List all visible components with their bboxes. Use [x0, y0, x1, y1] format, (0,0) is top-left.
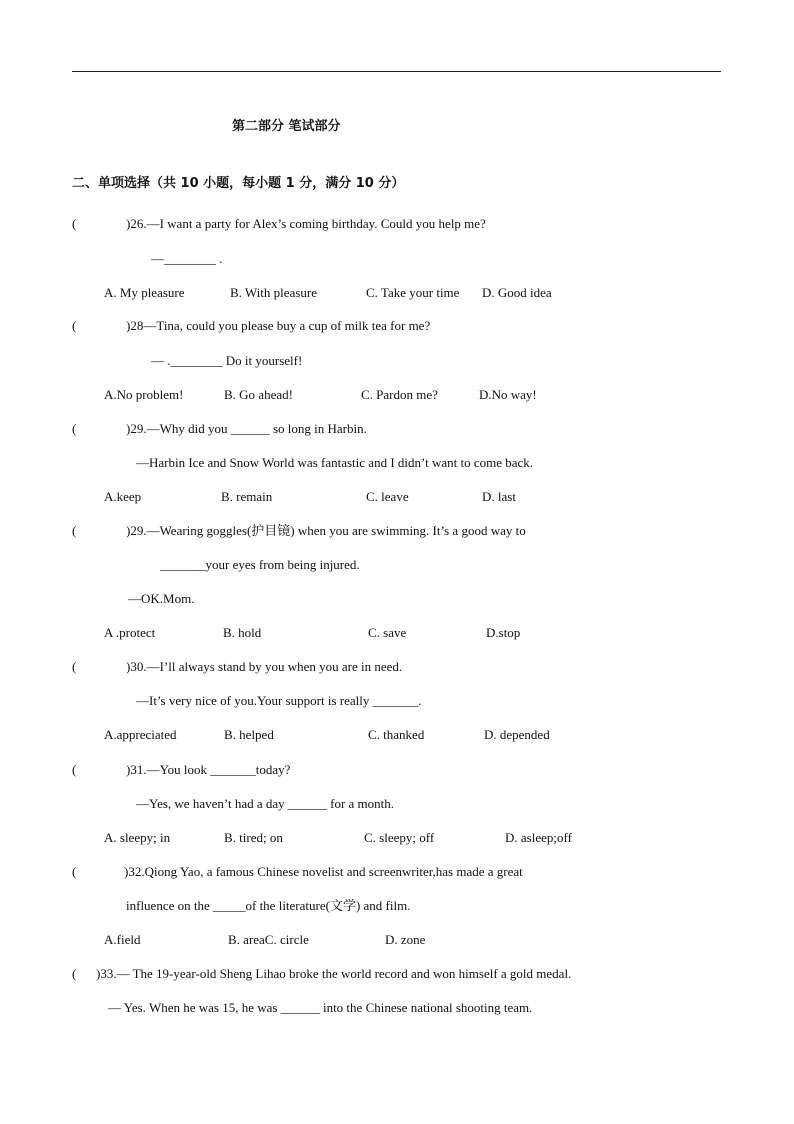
header-rule [72, 71, 721, 72]
option-c: C. leave [366, 489, 409, 504]
question-response: —Harbin Ice and Snow World was fantastic and I didn’t want to come back. [136, 455, 534, 470]
answer-paren: ( [72, 966, 77, 981]
option-d: D. asleep;off [505, 830, 572, 845]
option-b: B. hold [223, 625, 262, 640]
answer-paren: ( [72, 864, 77, 879]
question-response: —It’s very nice of you.Your support is really _______. [136, 693, 422, 708]
question-response: —________ . [151, 251, 223, 266]
question-response: —OK.Mom. [128, 591, 195, 606]
answer-paren: ( [72, 659, 77, 674]
option-a: A .protect [104, 625, 156, 640]
option-d: D. zone [385, 932, 426, 947]
option-d: D. depended [484, 727, 550, 742]
option-a: A.appreciated [104, 727, 177, 742]
question-stem: )30.—I’ll always stand by you when you are in need. [126, 659, 403, 674]
question-stem: )29.—Why did you ______ so long in Harbin. [126, 421, 367, 436]
answer-paren: ( [72, 523, 77, 538]
part-title: 第二部分 笔试部分 [232, 119, 341, 134]
question-stem: )31.—You look _______today? [126, 762, 291, 777]
option-d: D.No way! [479, 387, 537, 402]
option-b: B. With pleasure [230, 285, 317, 300]
option-c: C. sleepy; off [364, 830, 435, 845]
option-b: B. areaC. circle [228, 932, 309, 947]
option-b: B. Go ahead! [224, 387, 293, 402]
option-c: C. Pardon me? [361, 387, 438, 402]
question-stem: )28—Tina, could you please buy a cup of milk tea for me? [126, 318, 431, 333]
question-stem: )32.Qiong Yao, a famous Chinese novelist and screenwriter,has made a great [124, 864, 523, 879]
option-b: B. tired; on [224, 830, 283, 845]
option-a: A.No problem! [104, 387, 184, 402]
question-response: — Yes. When he was 15, he was ______ into the Chinese national shooting team. [108, 1000, 533, 1015]
option-a: A.field [104, 932, 141, 947]
option-a: A.keep [104, 489, 142, 504]
option-c: C. Take your time [366, 285, 460, 300]
question-stem: )26.—I want a party for Alex’s coming birthday. Could you help me? [126, 216, 486, 231]
option-b: B. remain [221, 489, 273, 504]
option-d: D. last [482, 489, 516, 504]
option-a: A. My pleasure [104, 285, 185, 300]
question-stem-continued: _______your eyes from being injured. [160, 557, 360, 572]
question-stem-continued: influence on the _____of the literature(文学) and film. [126, 898, 411, 913]
option-b: B. helped [224, 727, 274, 742]
answer-paren: ( [72, 216, 77, 231]
question-response: — .________ Do it yourself! [151, 353, 303, 368]
question-response: —Yes, we haven’t had a day ______ for a month. [136, 796, 395, 811]
question-stem: )29.—Wearing goggles(护目镜) when you are swimming. It’s a good way to [126, 523, 526, 538]
answer-paren: ( [72, 421, 77, 436]
section-heading: 二、单项选择（共 10 小题，每小题 1 分，满分 10 分） [72, 176, 405, 191]
option-c: C. thanked [368, 727, 425, 742]
question-stem: )33.— The 19-year-old Sheng Lihao broke the world record and won himself a gold medal. [96, 966, 572, 981]
answer-paren: ( [72, 318, 77, 333]
option-a: A. sleepy; in [104, 830, 171, 845]
option-d: D. Good idea [482, 285, 552, 300]
answer-paren: ( [72, 762, 77, 777]
option-d: D.stop [486, 625, 521, 640]
option-c: C. save [368, 625, 407, 640]
